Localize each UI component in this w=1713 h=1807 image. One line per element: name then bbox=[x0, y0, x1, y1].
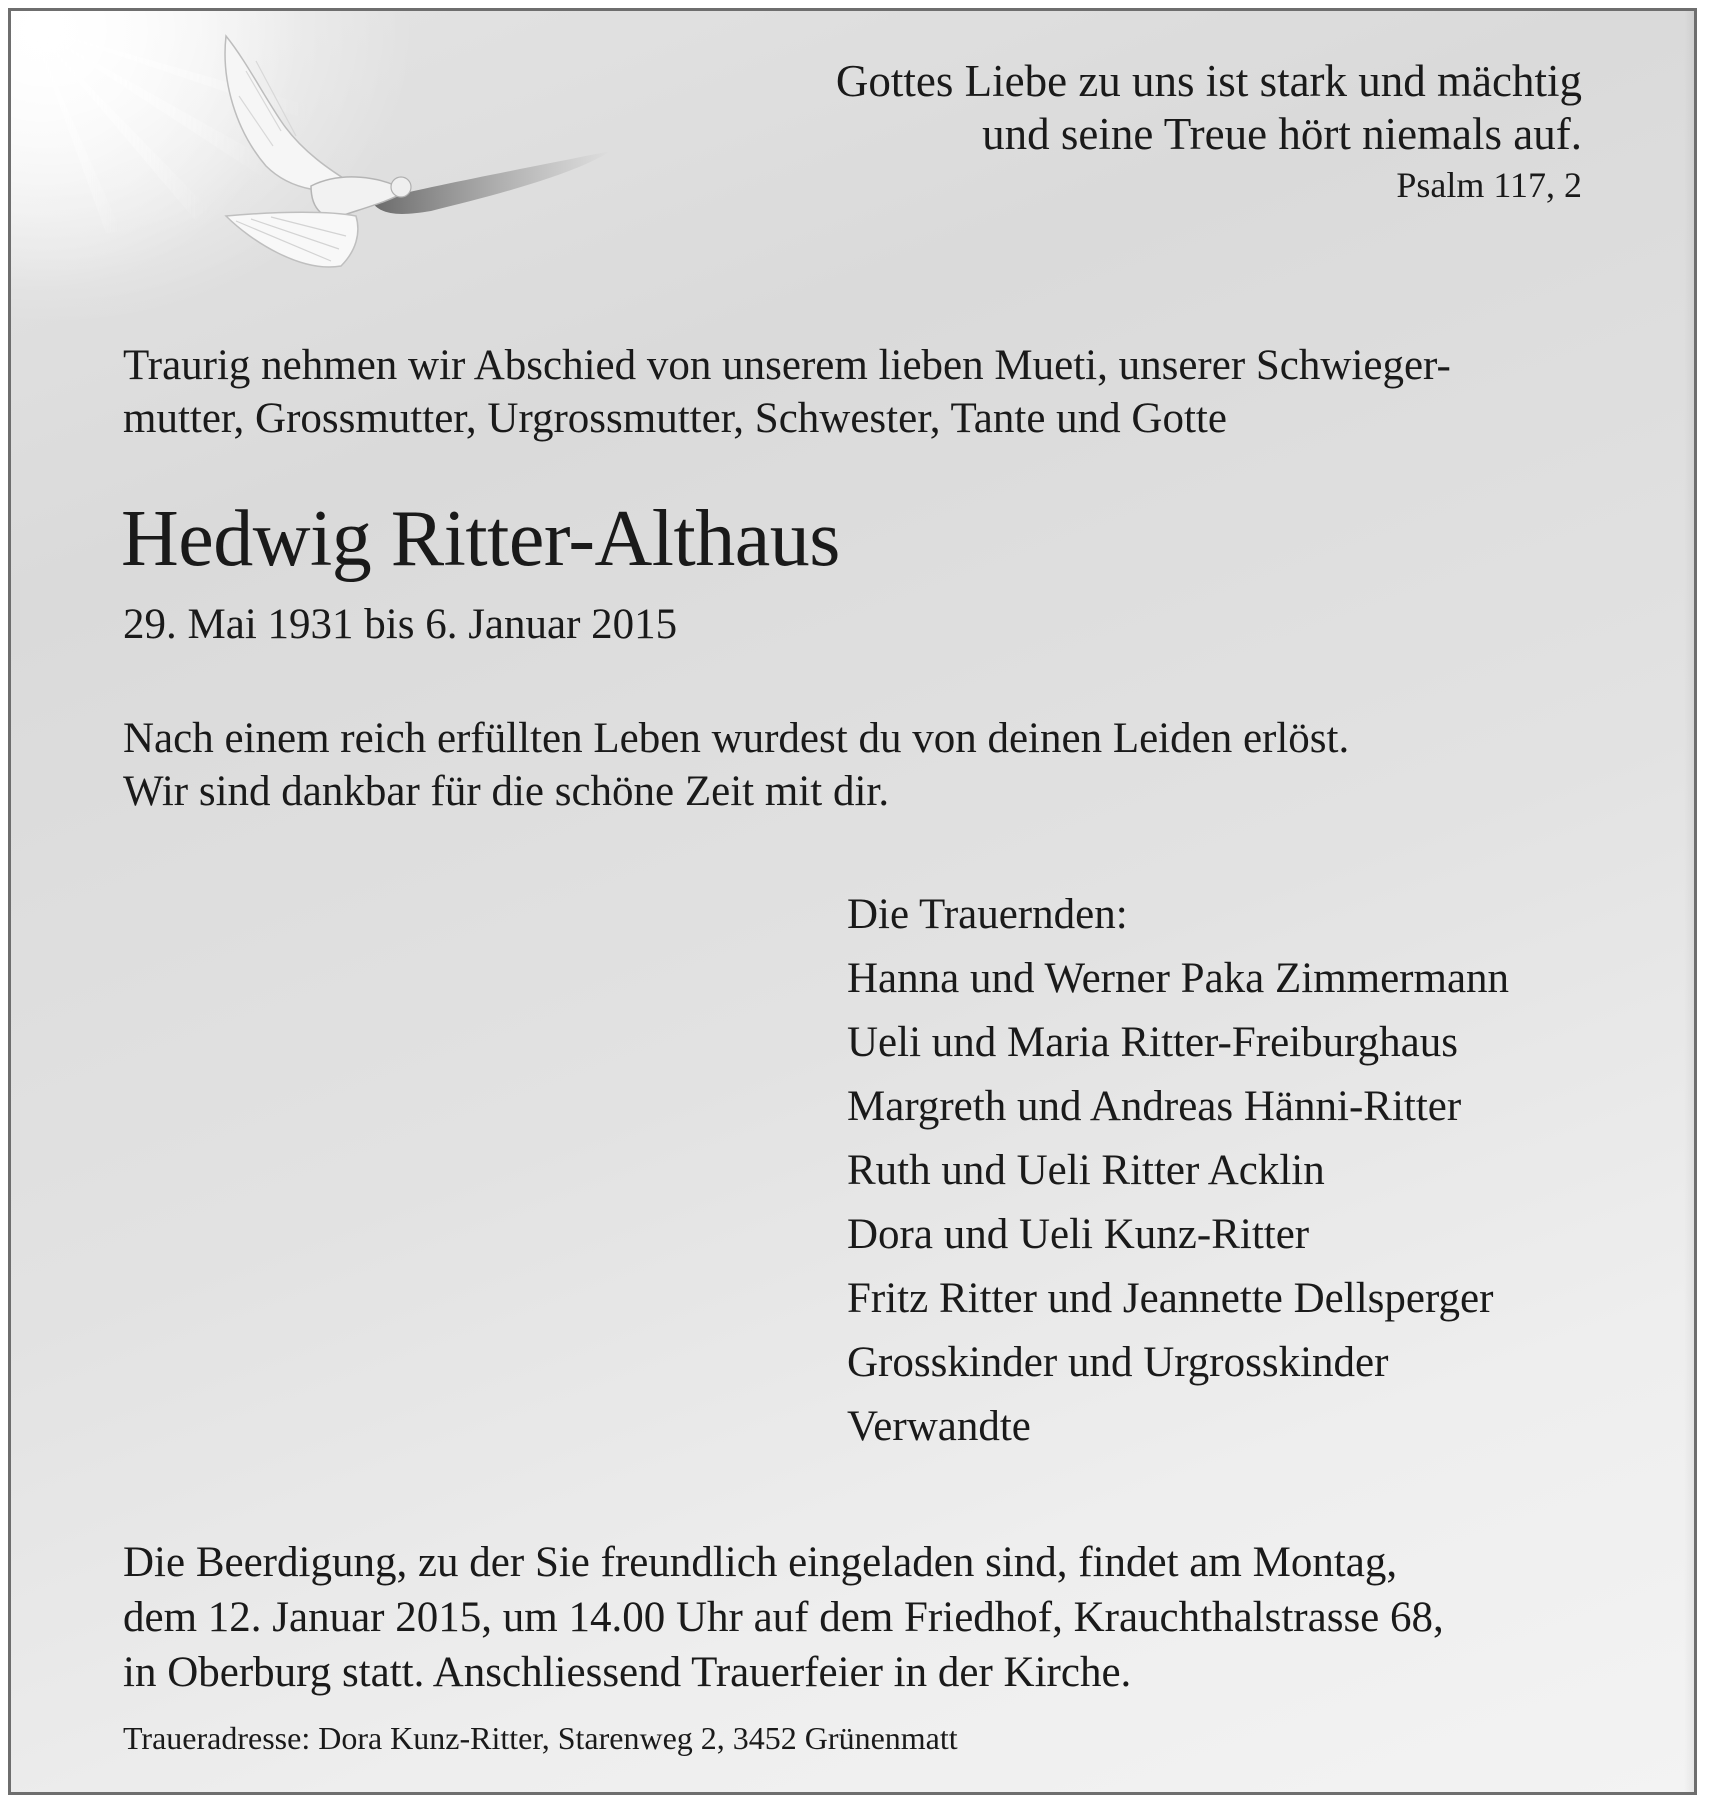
mourning-address: Traueradresse: Dora Kunz-Ritter, Starenweg 2, 3452 Grünenmatt bbox=[123, 1720, 958, 1756]
intro-text bbox=[123, 339, 1603, 445]
motto-line: und seine Treue hört niemals auf. bbox=[982, 109, 1582, 159]
mourners-names bbox=[847, 947, 1509, 1459]
funeral-line: in Oberburg statt. Anschliessend Trauerfeier in der Kirche. bbox=[123, 1649, 1132, 1696]
intro-line: mutter, Grossmutter, Urgrossmutter, Schwester, Tante und Gotte bbox=[123, 395, 1227, 442]
obituary-card bbox=[8, 8, 1697, 1795]
mourners-list bbox=[847, 883, 1509, 1459]
farewell-message bbox=[123, 712, 1349, 818]
mourner-item: Grosskinder und Urgrosskinder bbox=[847, 1339, 1389, 1386]
intro-line: Traurig nehmen wir Abschied von unserem lieben Mueti, unserer Schwieger- bbox=[123, 342, 1451, 389]
mourner-item: Margreth und Andreas Hänni-Ritter bbox=[847, 1083, 1462, 1130]
dove-icon bbox=[11, 11, 651, 311]
mourner-item: Hanna und Werner Paka Zimmermann bbox=[847, 955, 1510, 1002]
mourners-heading: Die Trauernden: bbox=[847, 891, 1128, 938]
funeral-notice bbox=[123, 1535, 1623, 1700]
funeral-line: dem 12. Januar 2015, um 14.00 Uhr auf dem Friedhof, Krauchthalstrasse 68, bbox=[123, 1594, 1444, 1641]
funeral-line: Die Beerdigung, zu der Sie freundlich eingeladen sind, findet am Montag, bbox=[123, 1539, 1398, 1586]
motto-source: Psalm 117, 2 bbox=[1396, 165, 1582, 205]
deceased-name: Hedwig Ritter-Althaus bbox=[121, 495, 840, 583]
message-line: Wir sind dankbar für die schöne Zeit mit dir. bbox=[123, 768, 890, 815]
motto-verse bbox=[836, 55, 1582, 209]
card-edge-shade bbox=[1684, 11, 1694, 1792]
mourner-item: Fritz Ritter und Jeannette Dellsperger bbox=[847, 1275, 1494, 1322]
message-line: Nach einem reich erfüllten Leben wurdest du von deinen Leiden erlöst. bbox=[123, 715, 1350, 762]
mourner-item: Dora und Ueli Kunz-Ritter bbox=[847, 1211, 1310, 1258]
motto-line: Gottes Liebe zu uns ist stark und mächtig bbox=[835, 56, 1582, 106]
life-dates: 29. Mai 1931 bis 6. Januar 2015 bbox=[123, 601, 678, 648]
mourner-item: Verwandte bbox=[847, 1403, 1031, 1450]
mourner-item: Ueli und Maria Ritter-Freiburghaus bbox=[847, 1019, 1458, 1066]
mourner-item: Ruth und Ueli Ritter Acklin bbox=[847, 1147, 1325, 1194]
